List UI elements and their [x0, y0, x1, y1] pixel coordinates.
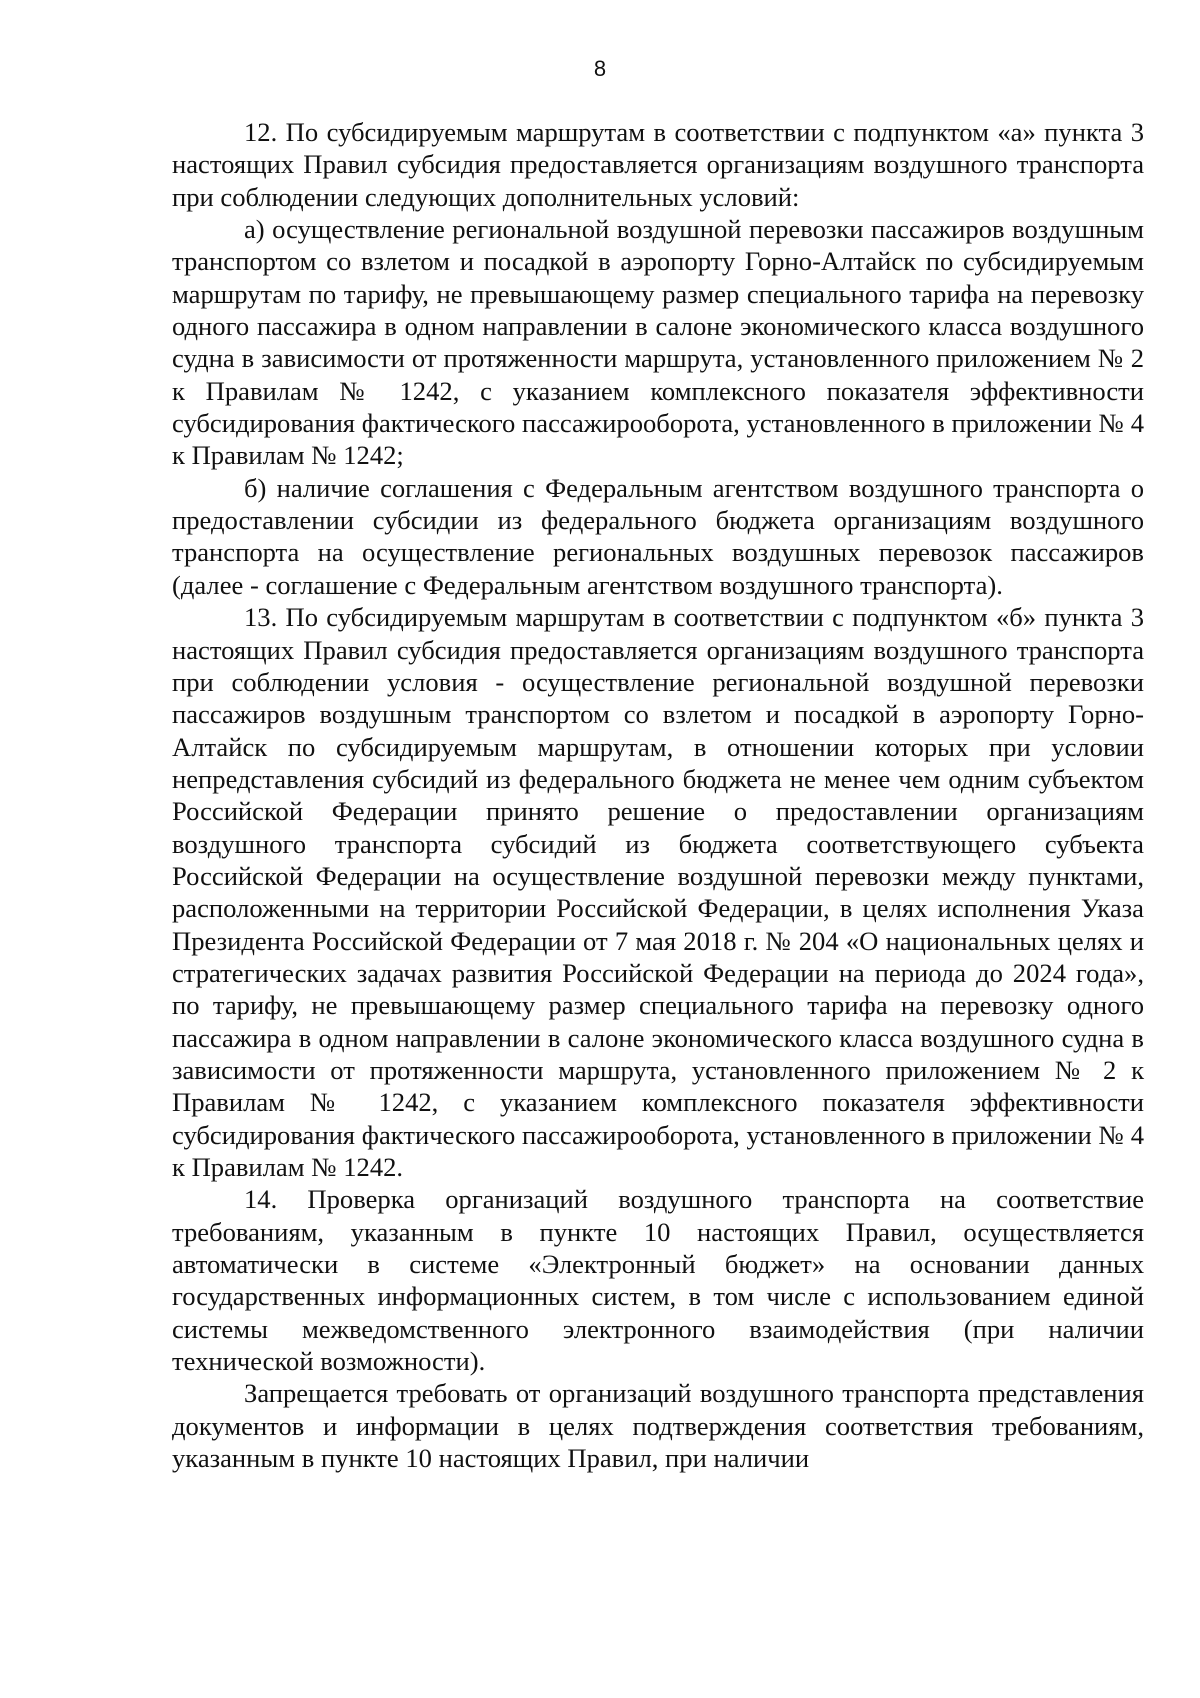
- paragraph-14: 14. Проверка организаций воздушного транспорта на соответствие требованиям, указанным в пункте 10 настоящих Правил, осуществляется автоматически в системе «Электронный бюджет» на основании данных государственных информационных систем, в том числе с использованием единой системы межведомственного электронного взаимодействия (при наличии технической возможности).: [172, 1184, 1144, 1377]
- paragraph-14-continued: Запрещается требовать от организаций воздушного транспорта представления документов и информации в целях подтверждения соответствия требованиям, указанным в пункте 10 настоящих Правил, при наличии: [172, 1378, 1144, 1474]
- paragraph-12-b: б) наличие соглашения с Федеральным агентством воздушного транспорта о предоставлении субсидии из федерального бюджета организациям воздушного транспорта на осуществление региональных воздушных перевозок пассажиров (далее - соглашение с Федеральным агентством воздушного транспорта).: [172, 472, 1144, 600]
- paragraph-13: 13. По субсидируемым маршрутам в соответствии с подпунктом «б» пункта 3 настоящих Правил субсидия предоставляется организациям воздушного транспорта при соблюдении условия - осуществление региональной воздушной перевозки пассажиров воздушным транспортом со взлетом и посадкой в аэропорту Горно-Алтайск по субсидируемым маршрутам, в отношении которых при условии непредставления субсидий из федерального бюджета не менее чем одним субъектом Российской Федерации принято решение о предоставлении организациям воздушного транспорта субсидий из бюджета соответствующего субъекта Российской Федерации на осуществление воздушной перевозки между пунктами, расположенными на территории Российской Федерации, в целях исполнения Указа Президента Российской Федерации от 7 мая 2018 г. № 204 «О национальных целях и стратегических задачах развития Российской Федерации на периода до 2024 года», по тарифу, не превышающему размер специального тарифа на перевозку одного пассажира в одном направлении в салоне экономического класса воздушного судна в зависимости от протяженности маршрута, установленного приложением № 2 к Правилам № 1242, с указанием комплексного показателя эффективности субсидирования фактического пассажирооборота, установленного в приложении № 4 к Правилам № 1242.: [172, 602, 1144, 1182]
- document-body: [172, 116, 1144, 1474]
- paragraph-12: 12. По субсидируемым маршрутам в соответствии с подпунктом «а» пункта 3 настоящих Правил субсидия предоставляется организациям воздушного транспорта при соблюдении следующих дополнительных условий:: [172, 117, 1144, 212]
- page-number: 8: [593, 56, 607, 81]
- paragraph-12-a: а) осуществление региональной воздушной перевозки пассажиров воздушным транспортом со взлетом и посадкой в аэропорту Горно-Алтайск по субсидируемым маршрутам по тарифу, не превышающему размер специального тарифа на перевозку одного пассажира в одном направлении в салоне экономического класса воздушного судна в зависимости от протяженности маршрута, установленного приложением № 2 к Правилам № 1242, с указанием комплексного показателя эффективности субсидирования фактического пассажирооборота, установленного в приложении № 4 к Правилам № 1242;: [172, 214, 1144, 471]
